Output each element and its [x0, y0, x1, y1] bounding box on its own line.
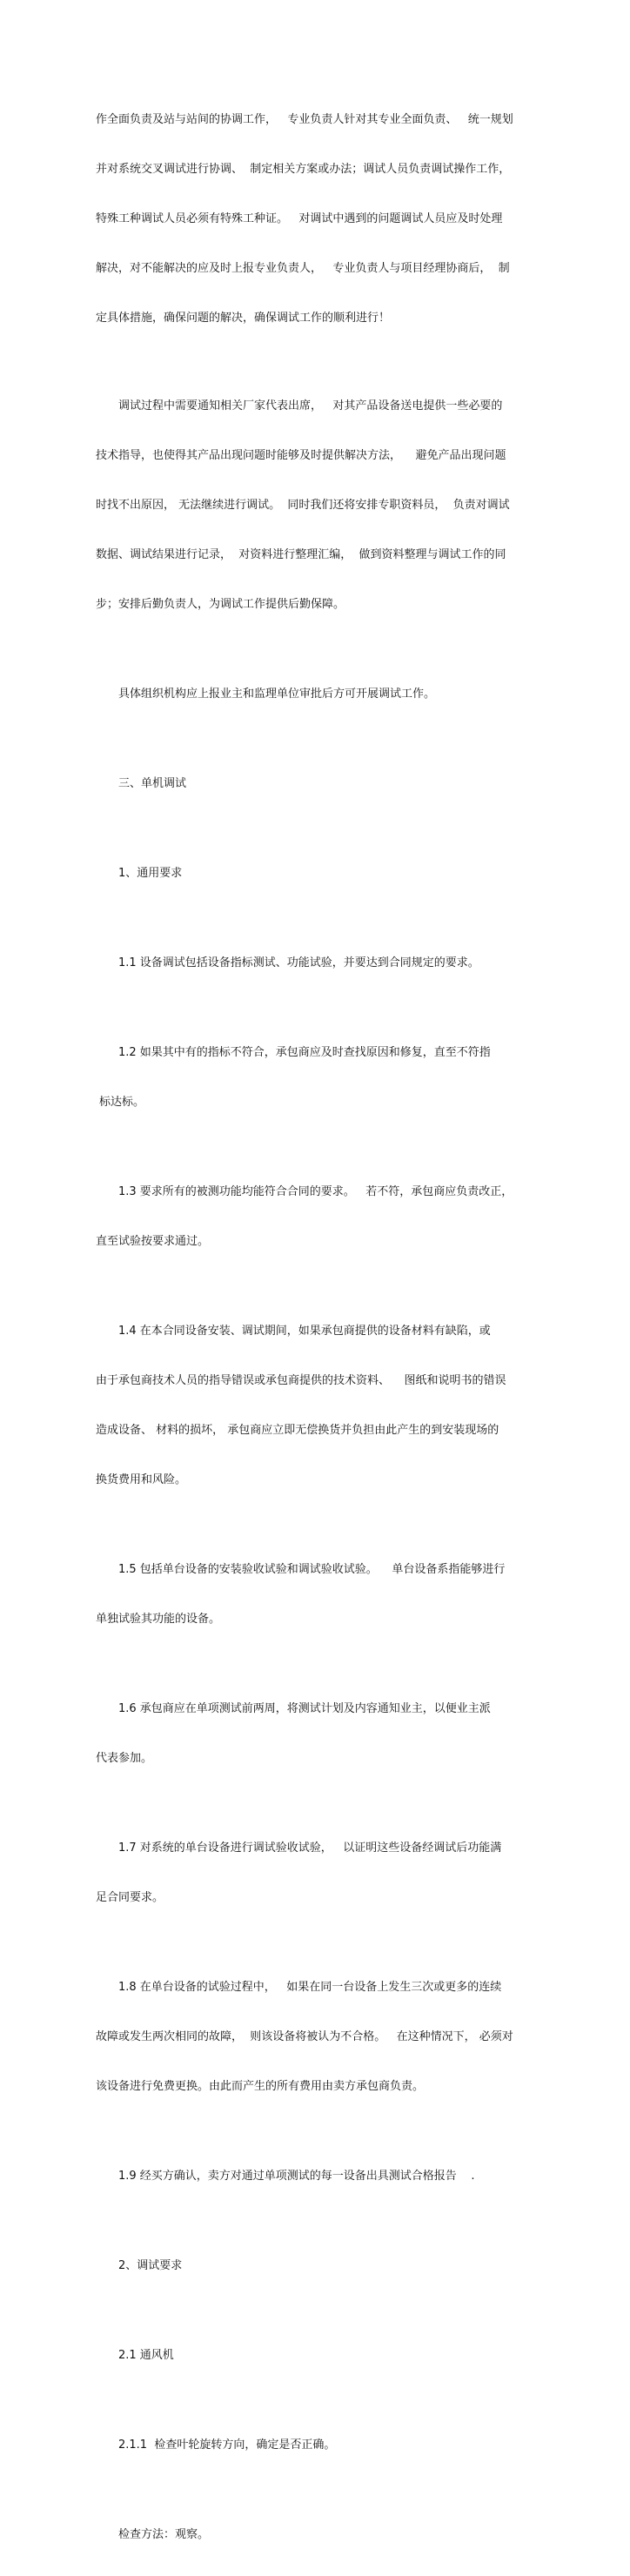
clause-2-1	[96, 2314, 536, 2397]
text-line: 1.8 在单台设备的试验过程中， 如果在同一台设备上发生三次或更多的连续	[118, 1981, 502, 1994]
text-line: 三、单机调试	[118, 777, 187, 790]
text-line: 数据、调试结果进行记录， 对资料进行整理汇编， 做到资料整理与调试工作的同	[96, 548, 506, 561]
text-line: 足合同要求。	[96, 1891, 164, 1904]
text-line: 换货费用和风险。	[96, 1473, 187, 1486]
text-line: 步；安排后勤负责人，为调试工作提供后勤保障。	[96, 598, 345, 611]
paragraph-vendor-support	[96, 365, 536, 646]
text-line: 技术指导，也使得其产品出现问题时能够及时提供解决方法， 避免产品出现问题	[96, 449, 506, 462]
text-line: 特殊工种调试人员必须有特殊工种证。 对调试中遇到的问题调试人员应及时处理	[96, 212, 503, 225]
text-line: 1.2 如果其中有的指标不符合，承包商应及时查找原因和修复，直至不符指	[118, 1046, 491, 1059]
text-line: 单独试验其功能的设备。	[96, 1613, 221, 1626]
inspection-method	[96, 2493, 536, 2576]
text-line: 1.7 对系统的单台设备进行调试验收试验， 以证明这些设备经调试后功能满	[118, 1841, 502, 1855]
text-line: 具体组织机构应上报业主和监理单位审批后方可开展调试工作。	[118, 688, 436, 701]
clause-1-5	[96, 1528, 536, 1660]
text-line: 1.6 承包商应在单项测试前两周，将测试计划及内容通知业主，以便业主派	[118, 1702, 491, 1715]
text-line: 检查方法：观察。	[118, 2528, 210, 2541]
clause-1-4	[96, 1290, 536, 1521]
clause-1-2	[96, 1011, 536, 1144]
clause-1-7	[96, 1807, 536, 1939]
text-line: 作全面负责及站与站间的协调工作， 专业负责人针对其专业全面负责、 统一规划	[96, 113, 513, 126]
clause-1-3	[96, 1150, 536, 1283]
text-line: 由于承包商技术人员的指导错误或承包商提供的技术资料、 图纸和说明书的错误	[96, 1374, 506, 1387]
text-line: 1.3 要求所有的被测功能均能符合合同的要求。 若不符，承包商应负责改正，	[118, 1185, 513, 1198]
text-line: 1、通用要求	[118, 867, 183, 880]
clause-2-1-1	[96, 2404, 536, 2486]
text-line: 2.1 通风机	[118, 2349, 174, 2362]
clause-1-9	[96, 2135, 536, 2217]
text-line: 解决，对不能解决的应及时上报专业负责人， 专业负责人与项目经理协商后， 制	[96, 262, 510, 275]
text-line: 并对系统交叉调试进行协调、 制定相关方案或办法；调试人员负责调试操作工作，	[96, 163, 511, 176]
text-line: 标达标。	[99, 1096, 145, 1109]
text-line: 1.1 设备调试包括设备指标测试、功能试验，并要达到合同规定的要求。	[118, 956, 479, 969]
paragraph-approval	[96, 653, 536, 735]
section-heading-single-debug	[96, 742, 536, 825]
paragraph-responsibility	[96, 78, 536, 359]
text-line: 定具体措施，确保问题的解决，确保调试工作的顺利进行！	[96, 312, 391, 325]
text-line: 造成设备、 材料的损坏， 承包商应立即无偿换货并负担由此产生的到安装现场的	[96, 1424, 499, 1437]
text-line: 调试过程中需要通知相关厂家代表出席， 对其产品设备送电提供一些必要的	[118, 399, 503, 413]
subsection-heading-debug-requirements	[96, 2224, 536, 2307]
text-line: 2.1.1 检查叶轮旋转方向，确定是否正确。	[118, 2438, 336, 2452]
text-line: 该设备进行免费更换。由此而产生的所有费用由卖方承包商负责。	[96, 2080, 425, 2093]
text-line: 时找不出原因， 无法继续进行调试。 同时我们还将安排专职资料员， 负责对调试	[96, 499, 510, 512]
text-line: 2、调试要求	[118, 2259, 183, 2272]
text-line: 1.9 经买方确认，卖方对通过单项测试的每一设备出具测试合格报告 .	[118, 2170, 475, 2183]
document-body	[96, 78, 536, 2576]
subsection-heading-general	[96, 832, 536, 915]
text-line: 故障或发生两次相同的故障， 则该设备将被认为不合格。 在这种情况下， 必须对	[96, 2030, 513, 2043]
text-line: 1.5 包括单台设备的安装验收试验和调试验收试验。 单台设备系指能够进行	[118, 1563, 506, 1576]
clause-1-8	[96, 1946, 536, 2128]
text-line: 代表参加。	[96, 1752, 153, 1765]
text-line: 直至试验按要求通过。	[96, 1235, 210, 1248]
text-line: 1.4 在本合同设备安装、调试期间，如果承包商提供的设备材料有缺陷，或	[118, 1325, 491, 1338]
clause-1-6	[96, 1667, 536, 1800]
clause-1-1	[96, 922, 536, 1004]
